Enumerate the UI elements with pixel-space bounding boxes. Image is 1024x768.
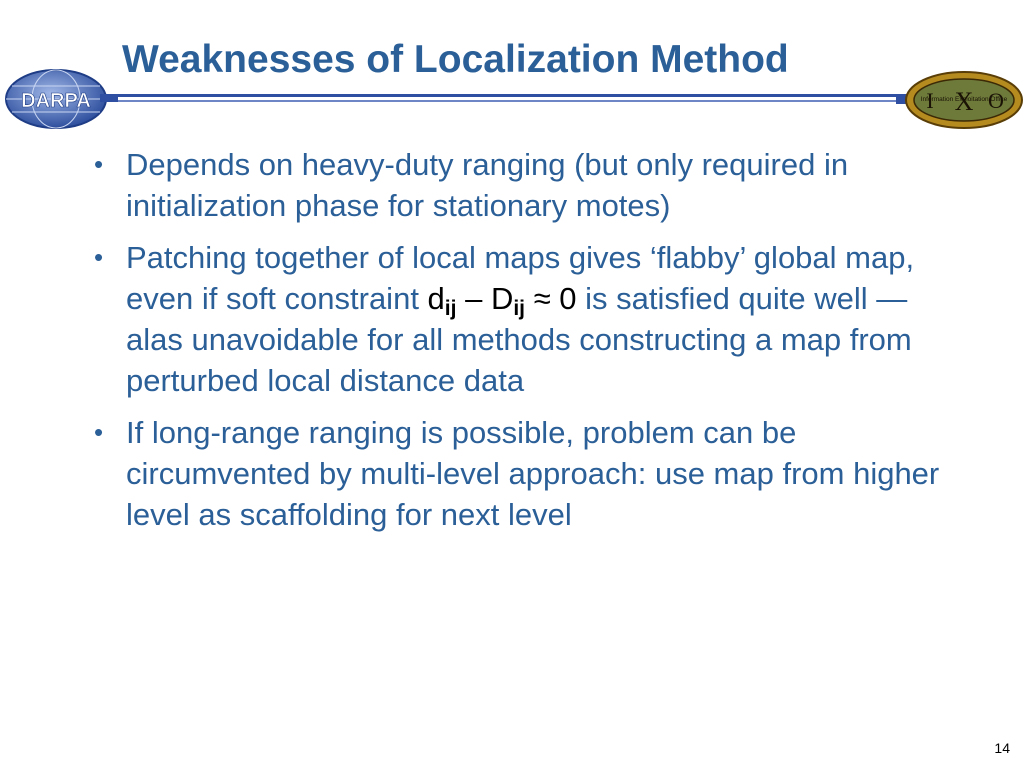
page-number: 14	[994, 740, 1010, 756]
bullet-marker: •	[94, 417, 104, 447]
ixo-letter-x: X	[954, 87, 974, 116]
formula-d: d	[427, 281, 445, 316]
bullet-item	[88, 412, 948, 535]
bullet-list	[88, 144, 948, 546]
ixo-letter-o: O	[988, 88, 1004, 113]
bullet-text-end: is satisfied quite well — alas unavoidable for all methods constructing a map from perturbed local distance data	[126, 281, 912, 398]
title-rule	[104, 94, 910, 97]
bullet-marker: •	[94, 149, 104, 179]
bullet-marker: •	[94, 242, 104, 272]
constraint-formula	[427, 281, 577, 320]
formula-approx: ≈ 0	[525, 281, 577, 316]
bullet-text: Depends on heavy-duty ranging (but only required in initialization phase for stationary motes)	[126, 147, 849, 223]
formula-D: D	[490, 281, 514, 316]
darpa-logo-text: DARPA	[21, 90, 91, 112]
title-rule-secondary	[104, 100, 910, 102]
darpa-logo	[0, 68, 118, 130]
ixo-caption: Information Exploitation Office	[920, 96, 1008, 103]
formula-sub-1: ij	[444, 297, 457, 320]
formula-minus: –	[456, 281, 491, 316]
formula-sub-2: ij	[513, 297, 525, 320]
ixo-logo	[896, 70, 1024, 130]
bullet-text-start: Patching together of local maps gives ‘flabby’ global map, even if soft constraint	[126, 240, 915, 316]
slide-title: Weaknesses of Localization Method	[122, 38, 789, 81]
bullet-item	[88, 237, 948, 401]
ixo-letter-i: I	[926, 88, 934, 113]
bullet-item	[88, 144, 948, 226]
bullet-text: If long-range ranging is possible, problem can be circumvented by multi-level approach: use map from higher level as scaffolding for next level	[126, 415, 940, 532]
